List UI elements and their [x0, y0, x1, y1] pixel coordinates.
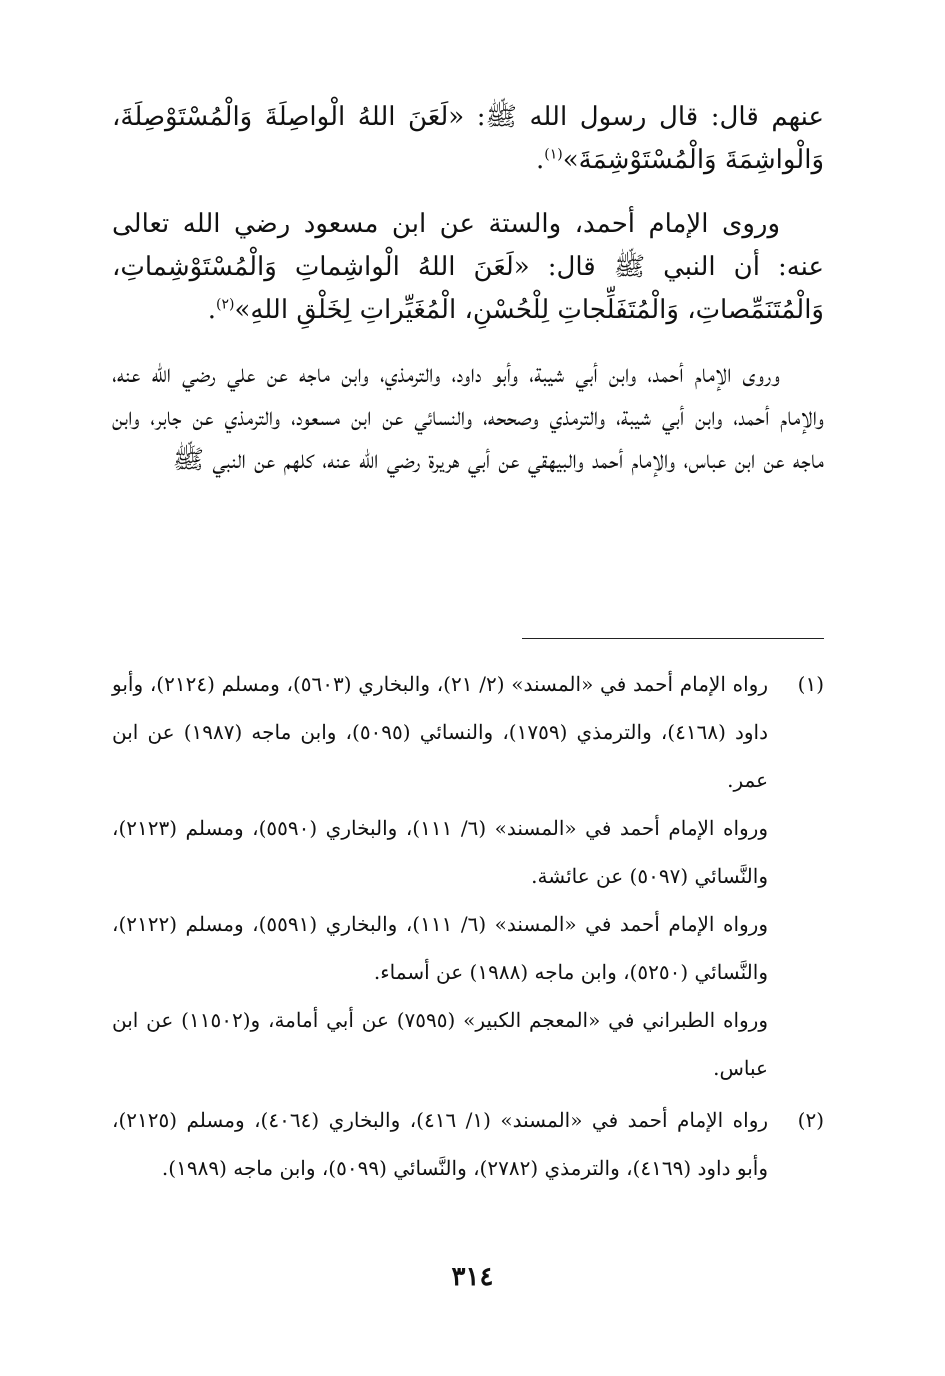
paragraph-1-text: عنهم قال: قال رسول الله ﷺ: «لَعَنَ اللهُ الْواصِلَةَ وَالْمُسْتَوْصِلَةَ، وَالْواشِمَةَ وَالْمُسْتَوْشِمَةَ» [112, 102, 824, 175]
footnote-ref-1[interactable]: (١) [544, 146, 563, 163]
paragraph-2-text: وروى الإمام أحمد، والستة عن ابن مسعود رضي الله تعالى عنه: أن النبي ﷺ قال: «لَعَنَ اللهُ الْواشِماتِ وَالْمُسْتَوْشِماتِ، وَالْمُتَنَمِّصاتِ، وَالْمُتَفَلِّجاتِ لِلْحُسْنِ، الْمُغَيِّراتِ لِخَلْقِ اللهِ» [112, 209, 824, 325]
footnote-2 [112, 1096, 824, 1192]
footnote-2-number: (٢) [797, 1108, 824, 1132]
footnote-1-number: (١) [797, 672, 824, 696]
paragraph-1-tail: . [536, 145, 545, 175]
footnote-2-paragraph: رواه الإمام أحمد في «المسند» (١/ ٤١٦)، والبخاري (٤٠٦٤)، ومسلم (٢١٢٥)، وأبو داود (٤١٦٩)، والترمذي (٢٧٨٢)، والنَّسائي (٥٠٩٩)، وابن ماجه (١٩٨٩). [112, 1108, 769, 1180]
main-text [112, 96, 824, 503]
footnote-1-paragraph: رواه الإمام أحمد في «المسند» (٢/ ٢١)، والبخاري (٥٦٠٣)، ومسلم (٢١٢٤)، وأبو داود (٤١٦٨)، والترمذي (١٧٥٩)، والنسائي (٥٠٩٥)، وابن ماجه (١٩٨٧) عن ابن عمر. [112, 672, 769, 792]
page-number: ٣١٤ [451, 1262, 494, 1292]
footnote-1-paragraph: ورواه الإمام أحمد في «المسند» (٦/ ١١١)، والبخاري (٥٥٩١)، ومسلم (٢١٢٢)، والنَّسائي (٥٢٥٠)، وابن ماجه (١٩٨٨) عن أسماء. [112, 912, 768, 984]
paragraph-1 [112, 96, 824, 182]
footnote-separator [522, 638, 824, 639]
footnote-1-body [112, 660, 768, 1092]
paragraph-2 [112, 203, 824, 332]
footnote-1-paragraph: ورواه الإمام أحمد في «المسند» (٦/ ١١١)، والبخاري (٥٥٩٠)، ومسلم (٢١٢٣)، والنَّسائي (٥٠٩٧) عن عائشة. [112, 816, 768, 888]
footnotes [112, 660, 824, 1196]
footnote-1-paragraph: ورواه الطبراني في «المعجم الكبير» (٧٥٩٥) عن أبي أمامة، و(١١٥٠٢) عن ابن عباس. [112, 1008, 768, 1080]
footnote-1 [112, 660, 824, 1092]
paragraph-3 [112, 353, 824, 482]
paragraph-2-tail: . [207, 295, 216, 325]
footnote-2-body [112, 1096, 768, 1192]
footnote-ref-2[interactable]: (٢) [215, 296, 235, 313]
paragraph-3-text: وروى الإمام أحمد، وابن أبي شيبة، وأبو داود، والترمذي، وابن ماجه عن علي رضي الله عنه، والإمام أحمد، وابن أبي شيبة، والترمذي وصححه، والنسائي عن ابن مسعود، والترمذي عن جابر، وابن ماجه عن ابن عباس، والإمام أحمد والبيهقي عن أبي هريرة رضي الله عنه، كلهم عن النبي ﷺ [112, 359, 824, 475]
